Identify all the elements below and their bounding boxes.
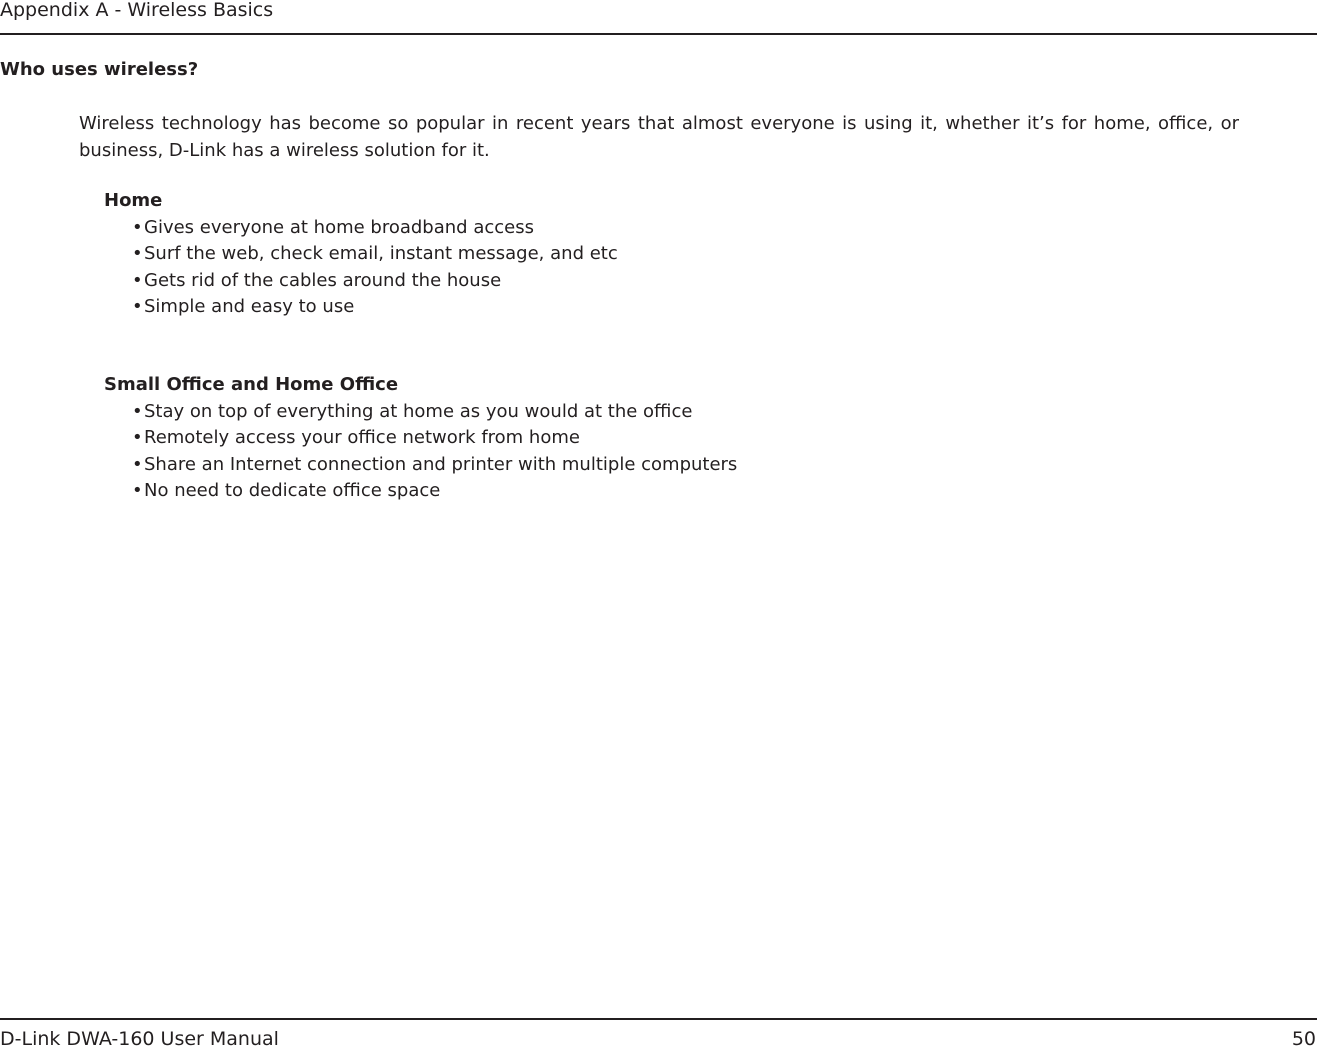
list-item xyxy=(132,294,618,320)
bullet-icon: • xyxy=(132,243,143,265)
header-rule xyxy=(0,33,1317,35)
list-item-text: Simple and easy to use xyxy=(144,295,355,317)
list-item xyxy=(132,268,618,294)
list-item-text: Stay on top of everything at home as you would at the office xyxy=(144,401,693,422)
list-item xyxy=(132,215,618,241)
page-number: 50 xyxy=(1291,1028,1316,1050)
bullet-icon: • xyxy=(132,479,143,501)
list-item-text: Share an Internet connection and printer with multiple computers xyxy=(144,453,738,475)
running-header-title: Appendix A - Wireless Basics xyxy=(0,0,274,21)
footer-manual-title: D-Link DWA-160 User Manual xyxy=(0,1028,279,1050)
list-item xyxy=(132,241,618,267)
soho-heading: Small Office and Home Office xyxy=(104,374,399,395)
bullet-icon: • xyxy=(132,217,143,238)
bullet-icon: • xyxy=(132,453,143,475)
list-item xyxy=(132,478,737,504)
list-item-text: Surf the web, check email, instant message, and etc xyxy=(144,243,618,265)
home-heading: Home xyxy=(104,190,163,211)
list-item-text: Gets rid of the cables around the house xyxy=(144,269,502,291)
list-item xyxy=(132,399,737,425)
list-item-text: Gives everyone at home broadband access xyxy=(144,217,534,238)
intro-paragraph: Wireless technology has become so popular in recent years that almost everyone is using it, whether it’s for home, office, or business, D-Link has a wireless solution for it. xyxy=(79,113,1239,161)
home-bullet-list xyxy=(132,215,618,320)
section-heading: Who uses wireless? xyxy=(0,59,199,80)
list-item xyxy=(132,452,737,478)
bullet-icon: • xyxy=(132,427,143,449)
list-item-text: No need to dedicate office space xyxy=(144,479,441,501)
bullet-icon: • xyxy=(132,295,143,317)
footer-rule xyxy=(0,1018,1317,1020)
soho-bullet-list xyxy=(132,399,737,504)
bullet-icon: • xyxy=(132,401,143,422)
list-item-text: Remotely access your office network from home xyxy=(144,427,580,449)
list-item xyxy=(132,425,737,451)
bullet-icon: • xyxy=(132,269,143,291)
